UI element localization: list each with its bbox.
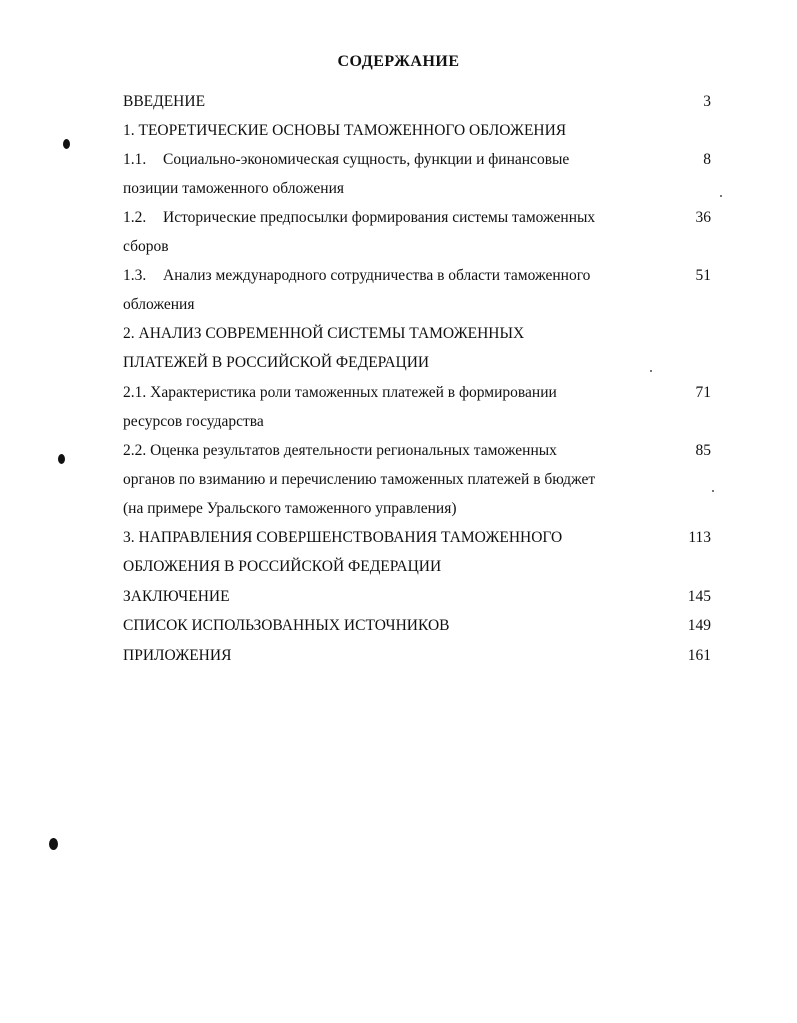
scan-speck (712, 490, 714, 492)
toc-page-chapter-3: 113 (688, 529, 711, 546)
toc-entry-conclusion: ЗАКЛЮЧЕНИЕ (123, 588, 230, 605)
toc-entry-appendix: ПРИЛОЖЕНИЯ (123, 647, 232, 664)
toc-entry-chapter-3-cont: ОБЛОЖЕНИЯ В РОССИЙСКОЙ ФЕДЕРАЦИИ (123, 558, 442, 575)
toc-entry-chapter-2-cont: ПЛАТЕЖЕЙ В РОССИЙСКОЙ ФЕДЕРАЦИИ (123, 354, 430, 371)
toc-entry-section-1-3 (123, 266, 653, 286)
scan-mark (63, 139, 70, 149)
toc-entry-section-2-1: 2.1. Характеристика роли таможенных платежей в формировании (123, 384, 557, 401)
page-title: СОДЕРЖАНИЕ (337, 53, 460, 70)
section-number: 1.2. (123, 209, 147, 226)
toc-page-section-1-2: 36 (695, 209, 711, 226)
toc-page-sources: 149 (687, 617, 711, 634)
toc-entry-section-1-1-cont: позиции таможенного обложения (123, 180, 345, 197)
section-number: 1.1. (123, 151, 147, 168)
toc-page-section-2-2: 85 (695, 442, 711, 459)
toc-entry-section-2-2-cont: органов по взиманию и перечислению таможенных платежей в бюджет (123, 471, 596, 488)
section-number: 1.3. (123, 267, 147, 284)
toc-entry-section-1-2 (123, 208, 653, 228)
toc-entry-chapter-1: 1. ТЕОРЕТИЧЕСКИЕ ОСНОВЫ ТАМОЖЕННОГО ОБЛОЖЕНИЯ (123, 122, 567, 139)
toc-entry-section-2-2: 2.2. Оценка результатов деятельности региональных таможенных (123, 442, 557, 459)
toc-page-appendix: 161 (687, 647, 711, 664)
toc-entry-introduction: ВВЕДЕНИЕ (123, 93, 206, 110)
toc-entry-section-1-1 (123, 150, 653, 170)
toc-page-section-2-1: 71 (695, 384, 711, 401)
scan-speck (720, 195, 722, 197)
scan-speck (650, 370, 652, 372)
toc-entry-chapter-2: 2. АНАЛИЗ СОВРЕМЕННОЙ СИСТЕМЫ ТАМОЖЕННЫХ (123, 325, 525, 342)
section-title-line1: Социально-экономическая сущность, функции и финансовые (163, 151, 570, 168)
scan-mark (49, 838, 58, 850)
toc-entry-section-1-2-cont: сборов (123, 238, 169, 255)
toc-entry-chapter-3: 3. НАПРАВЛЕНИЯ СОВЕРШЕНСТВОВАНИЯ ТАМОЖЕННОГО (123, 529, 563, 546)
toc-page-introduction: 3 (703, 93, 711, 110)
toc-entry-section-1-3-cont: обложения (123, 296, 195, 313)
scan-mark (58, 454, 65, 464)
toc-page-conclusion: 145 (687, 588, 711, 605)
toc-entry-sources: СПИСОК ИСПОЛЬЗОВАННЫХ ИСТОЧНИКОВ (123, 617, 450, 634)
section-title-line1: Анализ международного сотрудничества в области таможенного (163, 267, 591, 284)
toc-entry-section-2-1-cont: ресурсов государства (123, 413, 264, 430)
toc-entry-section-2-2-cont2: (на примере Уральского таможенного управления) (123, 500, 457, 517)
toc-page-section-1-3: 51 (695, 267, 711, 284)
toc-page-section-1-1: 8 (703, 151, 711, 168)
section-title-line1: Исторические предпосылки формирования системы таможенных (163, 209, 596, 226)
